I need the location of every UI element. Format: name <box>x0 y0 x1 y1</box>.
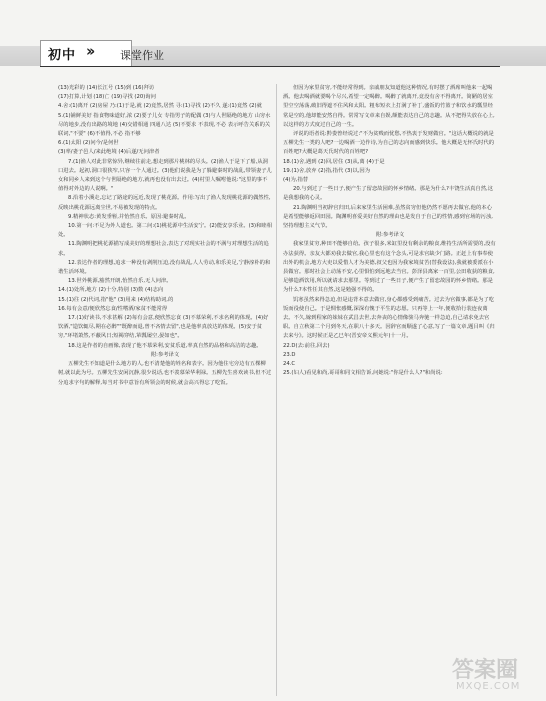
answer-paragraph: (13)光彩的 (14)长江号 (15)到 (16)拜访 <box>58 85 155 91</box>
answer-paragraph: 18.(1)舍,遇到 (2)回,居住 (3)从,离 (4)于是 <box>283 158 385 165</box>
watermark-text: 答案圈 <box>452 657 519 683</box>
column-divider <box>276 84 277 696</box>
course-label: 课堂作业 <box>120 49 164 62</box>
answer-paragraph: 15.(1)往 (2)代词,指"他" (3)用来 (4)结构助词,的 <box>58 296 174 303</box>
answer-paragraph: 但因为家里贫穷,不能经常得到。亲戚朋友知道他这种情况,有时摆了酒席叫他来一起喝酒。他去喝酒就要喝个尽兴,希望一定喝醉。喝醉了就离开,竟没有舍不得离开。简陋的居室里空空荡荡,破旧得遮不住风和太阳。粗布短衣上打满了补丁,盛饭的竹篮子和饮水的瓢里经常是空的,他却能安然自得。常常写文章来自娱,颇能表达自己的志趣。从不把得失放在心上,以这样的方式度过自己的一生。 <box>283 85 495 128</box>
page-header <box>0 0 546 78</box>
answer-paragraph: 25.(妇人)看见和尚,哥哥和同文相告诉,问她说:"你是什么人?"和尚说: <box>283 370 443 377</box>
answer-paragraph: (3)率/妻子邑人/来此绝境 (4)后遂/无问津者 <box>58 149 160 156</box>
watermark-logo <box>446 653 538 697</box>
double-chevron-icon: ›› <box>86 42 93 60</box>
answer-paragraph: 11.陶渊明把桃花源描写成美好的理想社会,表达了对现实社会的不满与对理想生活的追求。 <box>58 241 269 257</box>
answer-paragraph: 9.精神状态:黄发垂髫,并怡然自乐。原因:避秦时乱。 <box>68 213 190 220</box>
answer-paragraph: 14.(1)处所,地方 (2)十分,特别 (3)数 (4)志向 <box>58 287 164 294</box>
answer-paragraph: 10.第一问:不足为外人道也。第二问:(1)桃花源中生活安宁。(2)能安享乐业。(3)和睦相处。 <box>58 223 273 239</box>
answer-paragraph: 6.(1)太阳 (2)问今/是何世 <box>58 140 119 147</box>
answer-paragraph: 18.这是作者的自画像,表现了他不慕荣利,安贫乐道,率真自然的品格和高洁的志趣。 <box>68 342 262 349</box>
watermark-url: MXQE.COM <box>456 681 521 692</box>
answer-paragraph: 5.(1)铺鲜美好 指食物味道好,浓 (2)要子儿女 专指男子的配偶 (3)与人世隔绝的地方 山穷水尽的地步,没有出路的境地 (4)交错相通 四通八达 (5)不要求 不表现,不必 表示呼告关系的关联词,"不要" (6)不值得,不必 指不够 <box>58 112 271 138</box>
grade-label: 初中 <box>48 48 77 63</box>
answer-paragraph: 7.(1)渔人对此非常惊异,继续往前走,想走到那片桃林的尽头。(2)渔人于是下了船,从洞口进去。起初,洞口很狭窄,只容一个人通过。(3)他们说我是为了躲避秦时的战乱,带领妻子儿女和同乡人来到这个与世隔绝的地方,就再也没有出去过。(4)村里人嘱咐他说:"这里的事不值得对外边的人说啊。" <box>58 158 272 193</box>
answer-paragraph: 13.世外桃源,豁然开朗,怡然自乐,无人问津。 <box>68 278 172 285</box>
answer-paragraph: (4)为,指替 <box>283 177 309 184</box>
answer-paragraph: 21.陶渊明当初辞官归田,后来家里生活困难,虽然贫穷但他仍然不愿再去做官,他的本心是希望能够返回田园。陶渊明喜爱美好自然的理由也是发自于自己的性情,感到官场的污浊,坚持理想主义气节。 <box>283 204 493 230</box>
answer-paragraph: 五柳先生不知道是什么地方的人,也不清楚他的姓名和表字。因为他住宅旁边有五棵柳树,就以此为号。五柳先生安闲沉静,很少说话,也不羡慕荣华利禄。五柳先生喜欢读书,但不过分追求字句的解释,每当对书中意旨有所领会的时候,就会高兴得忘了吃饭。 <box>58 361 272 386</box>
answer-paragraph: (17)打算,计划 (18)亡 (19)寻找 (20)询问 <box>58 94 156 101</box>
header-rule <box>40 66 500 67</box>
answer-paragraph: 19.(1)舍,放弃 (2)指,指代 (3)以,因为 <box>283 167 371 174</box>
answer-paragraph: 附:参考译文 <box>375 232 405 239</box>
answer-paragraph: 17.(1)好读书,不求甚解 (2)每有会意,便欣然忘食 (3)不慕荣利,不求名利的体现。(4)好饮酒,"造饮辄尽,期在必醉""既醉而退,曾不吝情去留",也是他率真放达的体现。(5)安于贫穷,"环堵萧然,不蔽风日;短褐穿结,箪瓢屡空,晏如也"。 <box>58 315 269 340</box>
answer-paragraph: 16.每有会意/便欣然忘食/性嗜酒/家贫不能常得 <box>58 305 168 312</box>
answer-paragraph: 8.沿着小溪走,忘记了路途的远近,发现了桃花源。作用:写出了渔人发现桃花源的偶然性,反映出桃花源远离尘世,不易被发现的特点。 <box>58 195 271 211</box>
answer-paragraph: 22.D(去:前往,回去) <box>283 342 330 349</box>
answer-paragraph: 4.舍:(1)离开 (2)房屋 乃:(1)于是,就 (2)竟然,居然 寻:(1)寻找 (2)不久 遂:(1)竟然 (2)就 <box>58 103 262 110</box>
right-answer-column <box>283 84 497 379</box>
answer-paragraph: 23.D <box>283 351 296 358</box>
answer-paragraph: 20.与到过了一些日子,便产生了留恋故园的怀乡情绪。那是为什么?丰饶生活真自然,这是我想我的心灵。 <box>283 186 493 202</box>
answer-paragraph: 饥寒虽然来得急迫,但是违背本意去做官,身心都感受到痛苦。过去为官做事,都是为了吃饭而役使自己。于是惆怅感慨,深深有愧于平生的志愿。只再等上一年,便收拾行装连夜离去。不久,嫁到程家的妹妹在武昌去世,去奔丧的心情像骏马奔驰一样急迫,自己请求免去官职。自立秋第二个月到冬天,在职八十多天。因辞官而顺遂了心意,写了一篇文章,题目叫《归去来兮》。这时候正是乙巳年(晋安帝义熙元年)十一月。 <box>283 296 495 340</box>
left-answer-column <box>58 84 272 388</box>
answer-paragraph: 我家里贫穷,种田不能够自给。孩子很多,米缸里没有剩余的粮食,维持生活所需要的,没有办法获得。亲友大都劝我去做官,我心里也有这个念头,可是求官缺少门路。正赶上有事奉使出外的机会,地方大吏以爱惜人才为美德,叔父也因为我家境贫苦(替我设法),我就被委派在小县做官。那时社会上动荡不安,心里惧怕到远地去当官。彭泽县离家一百里,公田收获的粮食,足够造酒饮用,所以就请求去那里。等到过了一些日子,便产生了留恋故园的怀乡情绪。那是为什么?本性任其自然,这是勉强不得的。 <box>283 241 496 294</box>
answer-paragraph: 24.C <box>283 361 296 368</box>
answer-paragraph: 附:参考译文 <box>150 351 180 358</box>
answer-paragraph: 12.表达作者的理想,追求一种没有剥削压迫,没有战乱,人人劳动,和乐美足,宁静淳朴的和谐生活环境。 <box>58 259 271 276</box>
answer-paragraph: 评说的语者说:黔娄曾经说过:"不为贫贱而忧愁,不热衷于发财做官。"这话大概说的就是五柳先生一类的人吧?一边喝酒一边作诗,为自己的志向而感到快乐。他大概是无怀氏时代的百姓吧?大概是葛天氏时代的百姓吧? <box>283 131 495 156</box>
